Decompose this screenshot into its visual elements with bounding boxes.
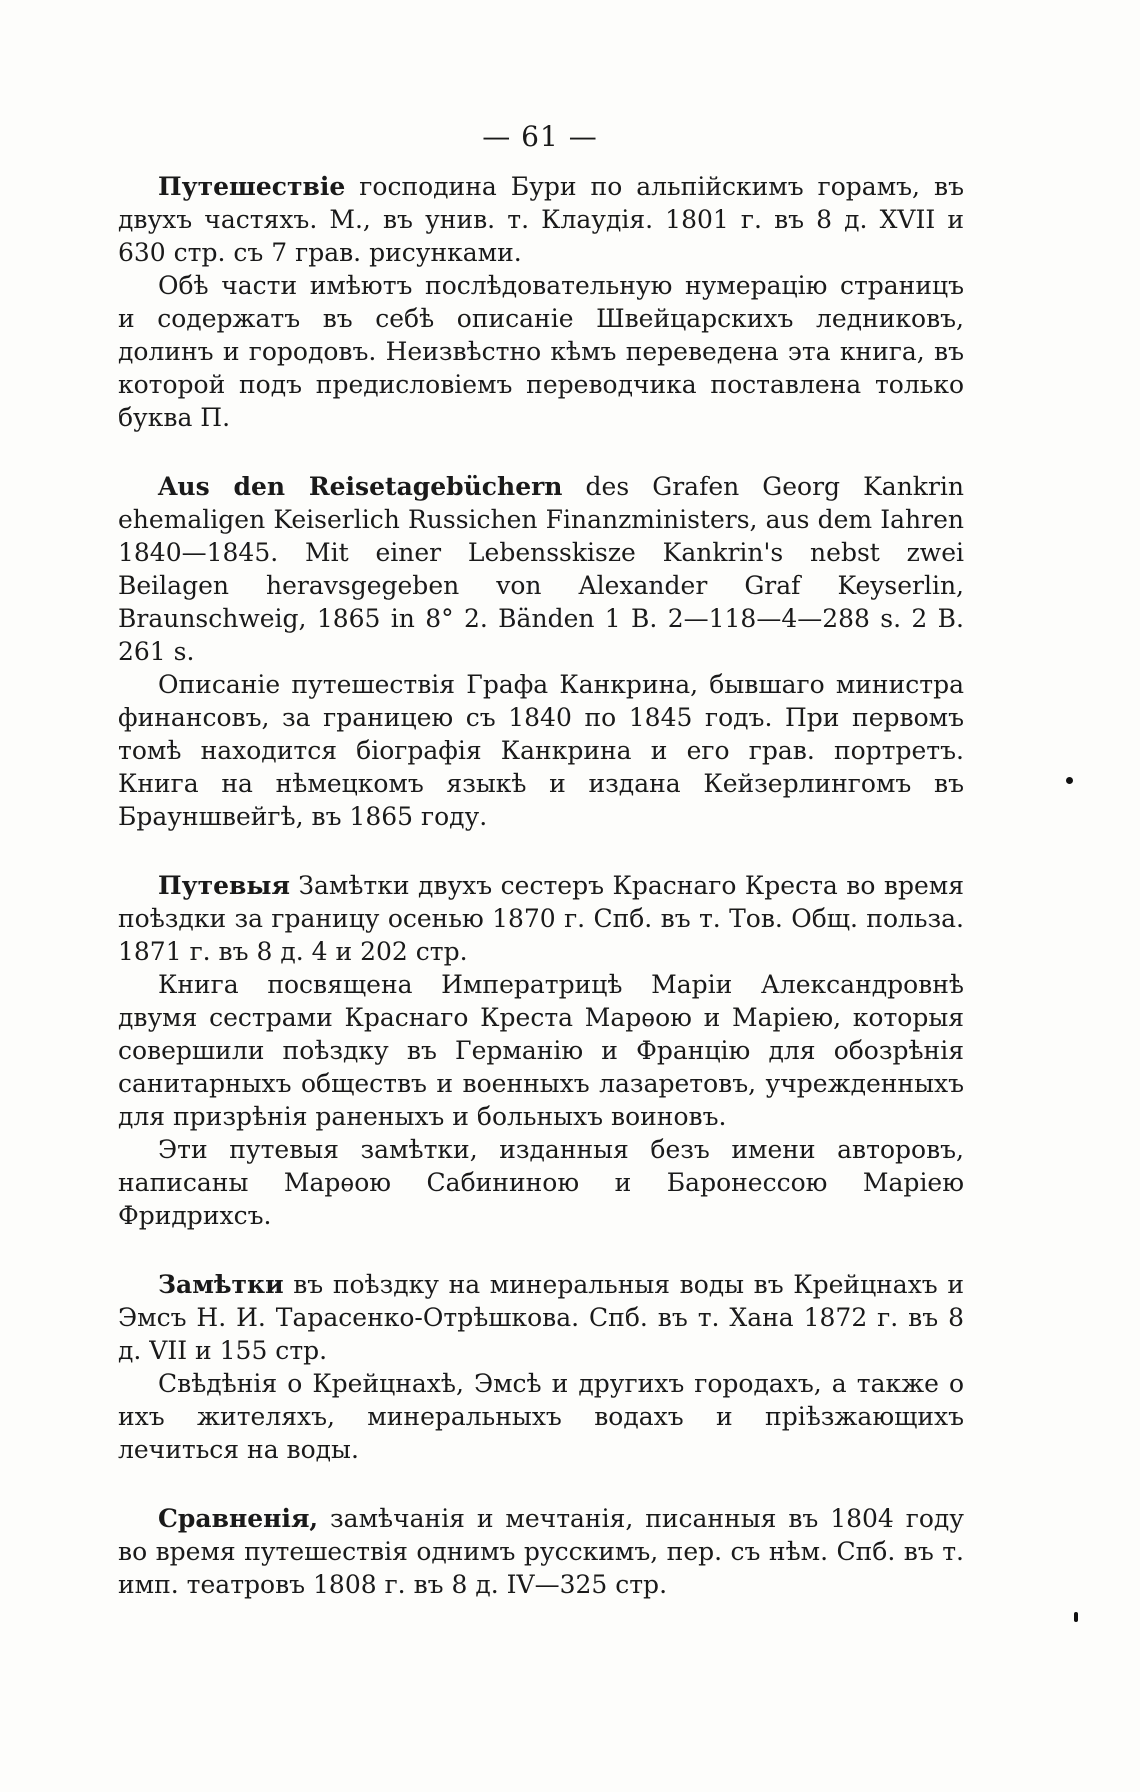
bibliography-content bbox=[118, 170, 964, 1637]
entry-citation-text: въ поѣздку на минеральныя воды въ Крейцнахъ и Эмсъ Н. И. Тарасенко-Отрѣшкова. Спб. въ т. Хана 1872 г. въ 8 д. VII и 155 стр. bbox=[118, 1270, 964, 1365]
entry-citation bbox=[118, 170, 964, 269]
entry-heading: Путевыя bbox=[158, 871, 290, 900]
entry-annotation: Свѣдѣнія о Крейцнахѣ, Эмсѣ и другихъ городахъ, а также о ихъ жителяхъ, минеральныхъ водахъ и пріѣзжающихъ лечиться на воды. bbox=[118, 1369, 964, 1464]
entry-heading: Сравненія, bbox=[158, 1504, 319, 1533]
entry-citation bbox=[118, 470, 964, 668]
bibliography-entry bbox=[118, 1268, 964, 1466]
entry-citation-text: des Grafen Georg Kankrin ehemaligen Keiserlich Russichen Finanzministers, aus dem Iahren 1840—1845. Mit einer Lebensskisze Kankrin's nebst zwei Beilagen heravsgegeben von Alexander Graf Keyserlin, Braunschweig, 1865 in 8° 2. Bänden 1 B. 2—118—4—288 s. 2 B. 261 s. bbox=[118, 472, 965, 666]
entry-annotation: Книга посвящена Императрицѣ Маріи Александровнѣ двумя сестрами Краснаго Креста Марѳою и Маріею, которыя совершили поѣздку въ Германію и Францію для обозрѣнія санитарныхъ обществъ и военныхъ лазаретовъ, учрежденныхъ для призрѣнія раненыхъ и больныхъ воиновъ. bbox=[118, 970, 964, 1131]
bibliography-entry bbox=[118, 869, 964, 1232]
entry-citation-text: замѣчанія и мечтанія, писанныя въ 1804 году во время путешествія однимъ русскимъ, пер. съ нѣм. Спб. въ т. имп. театровъ 1808 г. въ 8 д. IV—325 стр. bbox=[118, 1504, 964, 1599]
entry-citation-text: господина Бури по альпійскимъ горамъ, въ двухъ частяхъ. М., въ унив. т. Клаудія. 1801 г. въ 8 д. XVII и 630 стр. съ 7 грав. рисунками. bbox=[118, 172, 964, 267]
entry-annotation: Обѣ части имѣютъ послѣдовательную нумерацію страницъ и содержатъ въ себѣ описаніе Швейцарскихъ ледниковъ, долинъ и городовъ. Неизвѣстно кѣмъ переведена эта книга, въ которой подъ предисловіемъ переводчика поставлена только буква П. bbox=[118, 271, 964, 432]
entry-heading: Aus den Reisetagebüchern bbox=[158, 472, 563, 501]
bibliography-entry bbox=[118, 170, 964, 434]
entry-annotation: Описаніе путешествія Графа Канкрина, бывшаго министра финансовъ, за границею съ 1840 по 1845 годъ. При первомъ томѣ находится біографія Канкрина и его грав. портретъ. Книга на нѣмецкомъ языкѣ и издана Кейзерлингомъ въ Брауншвейгѣ, въ 1865 году. bbox=[118, 670, 964, 831]
entry-heading: Замѣтки bbox=[158, 1270, 284, 1299]
entry-citation bbox=[118, 869, 964, 968]
entry-annotation: Эти путевыя замѣтки, изданныя безъ имени авторовъ, написаны Марѳою Сабининою и Баронессою Маріею Фридрихсъ. bbox=[118, 1135, 964, 1230]
bibliography-entry bbox=[118, 470, 964, 833]
scan-speck bbox=[1066, 777, 1073, 784]
scan-speck bbox=[1074, 1612, 1078, 1622]
entry-citation bbox=[118, 1268, 964, 1367]
bibliography-entry bbox=[118, 1502, 964, 1601]
entry-heading: Путешествіе bbox=[158, 172, 346, 201]
page-number: — 61 — bbox=[482, 120, 598, 153]
entry-citation bbox=[118, 1502, 964, 1601]
entry-citation-text: Замѣтки двухъ сестеръ Краснаго Креста во время поѣздки за границу осенью 1870 г. Спб. въ т. Тов. Общ. польза. 1871 г. въ 8 д. 4 и 202 стр. bbox=[118, 871, 964, 966]
